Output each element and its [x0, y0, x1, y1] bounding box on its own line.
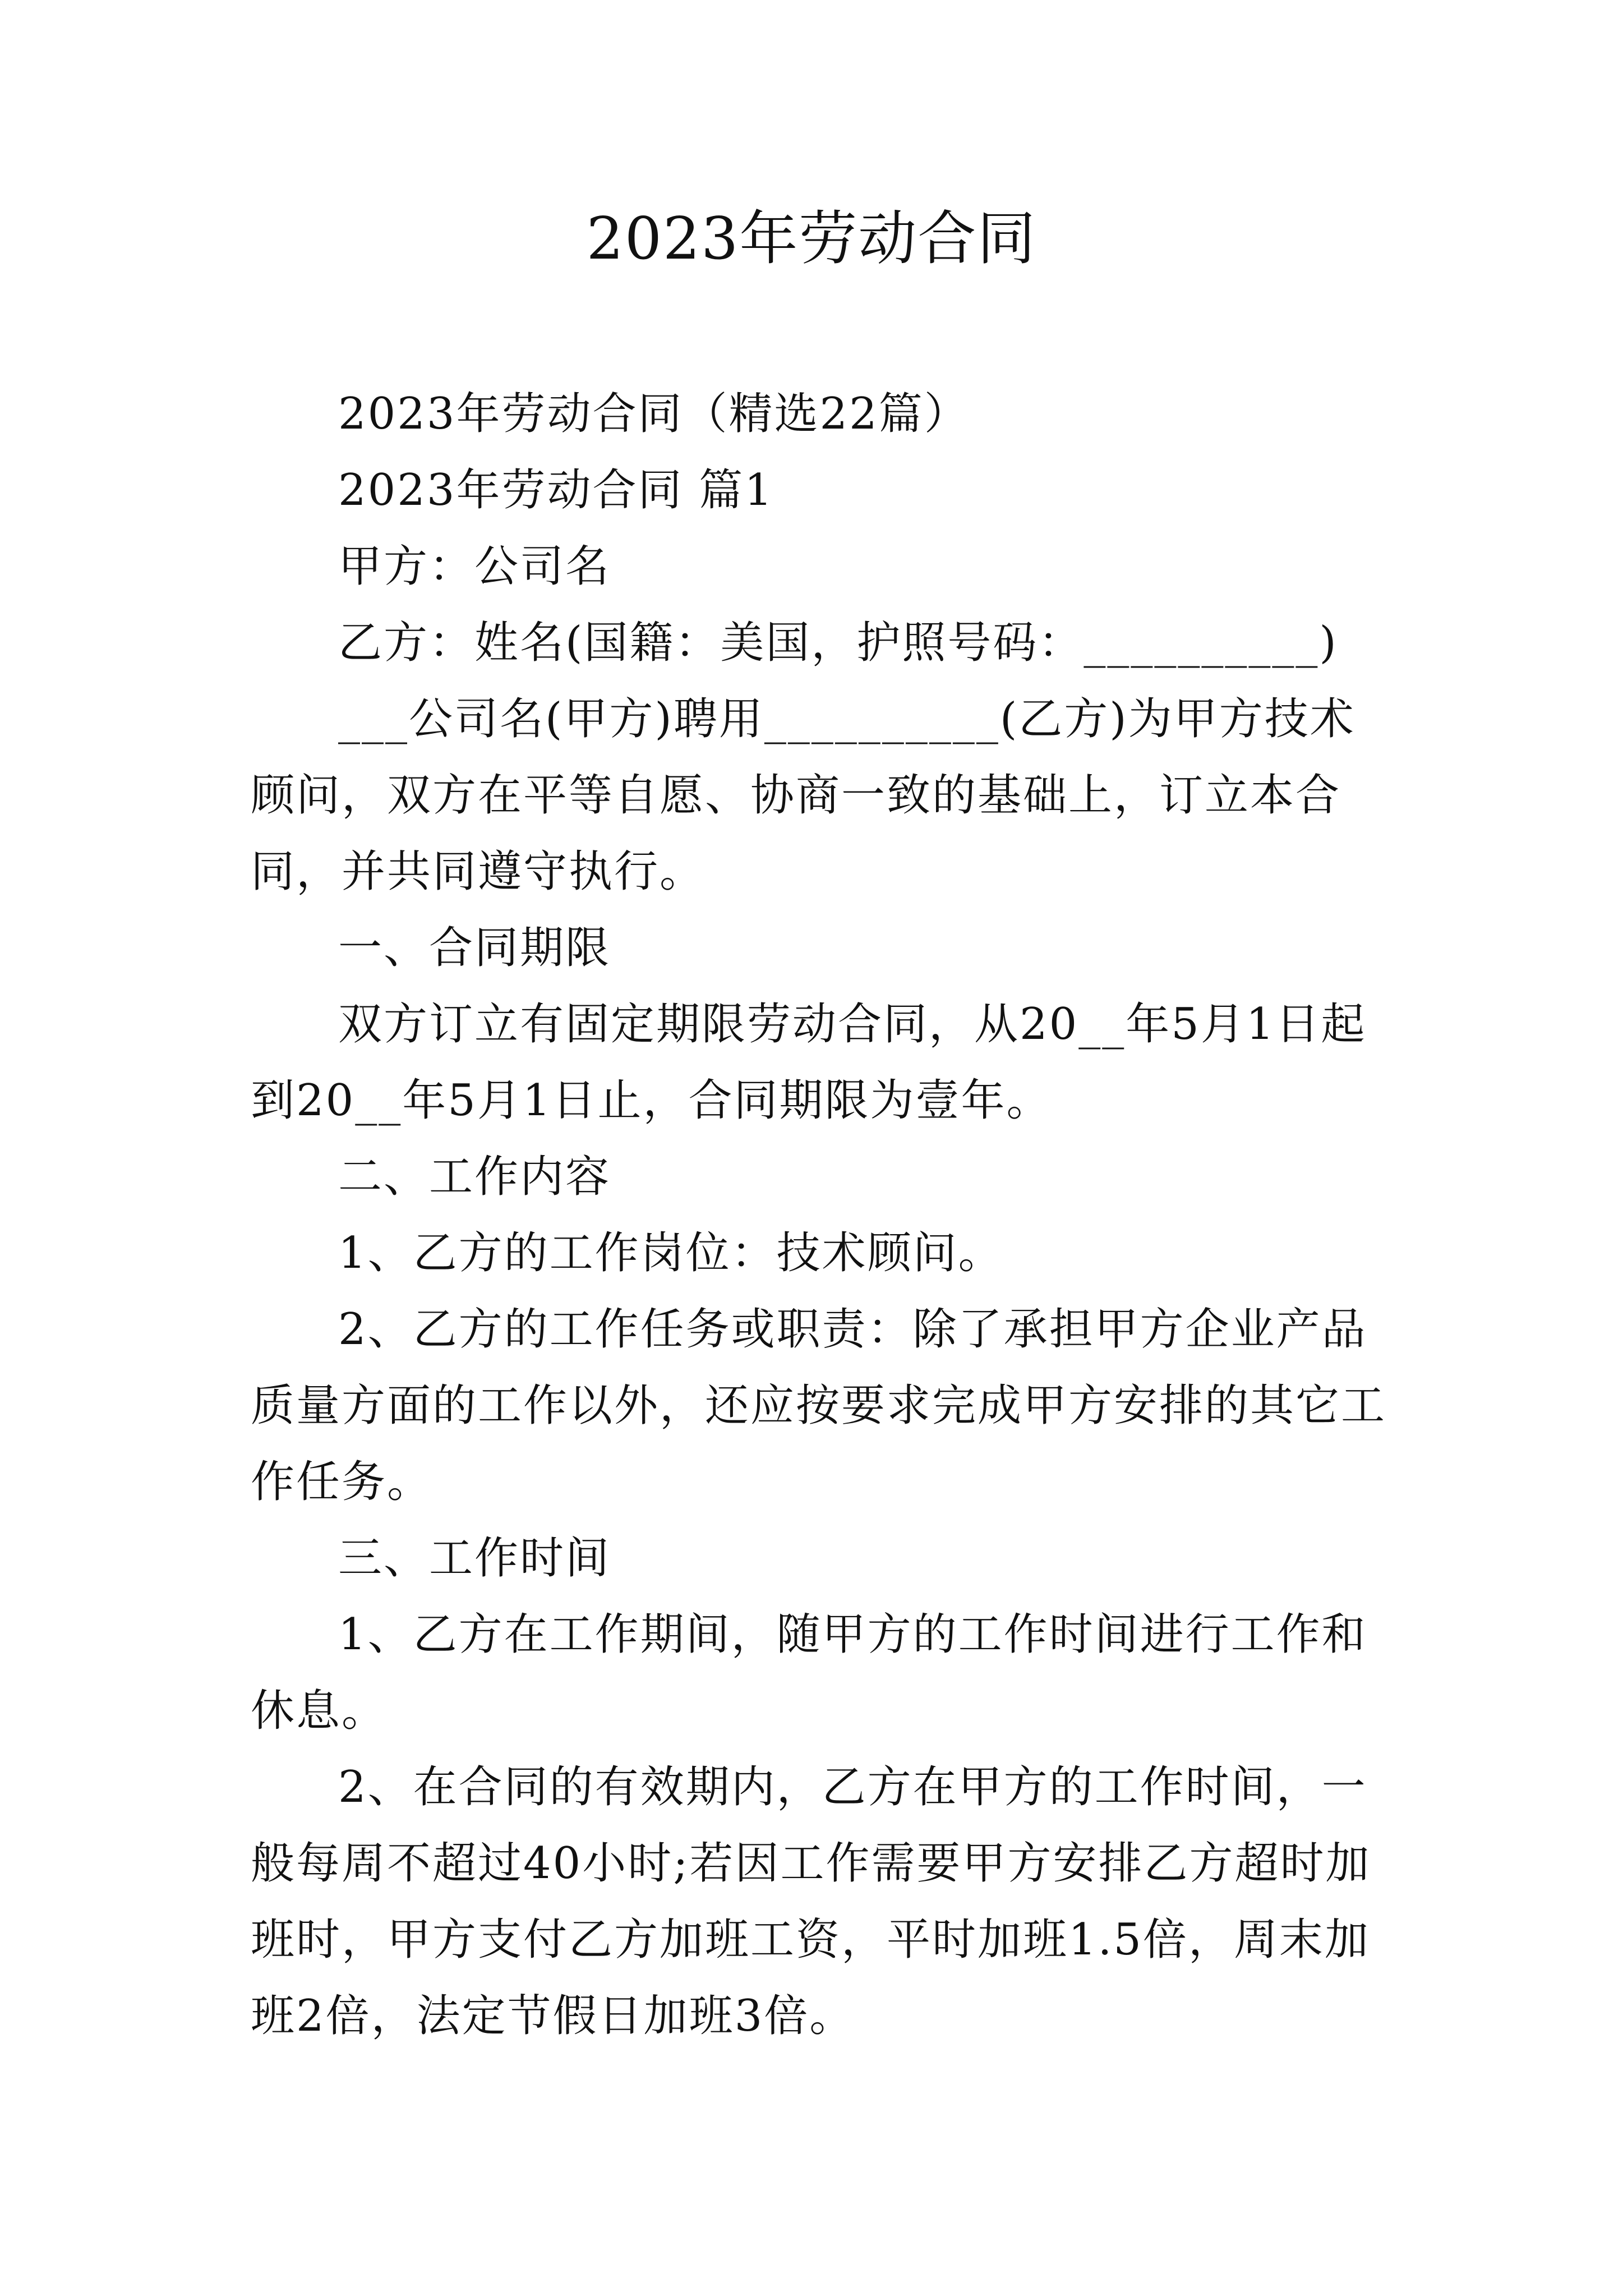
work-schedule-paragraph: 1、乙方在工作期间，随甲方的工作时间进行工作和休息。 [251, 1609, 1367, 1736]
clause-heading-work-content: 二、工作内容 [338, 1152, 611, 1202]
document-body [251, 376, 1395, 2054]
term-paragraph: 双方订立有固定期限劳动合同，从20__年5月1日起到20__年5月1日止，合同期限为壹年。 [251, 999, 1367, 1126]
work-position-paragraph: 1、乙方的工作岗位：技术顾问。 [338, 1228, 1004, 1278]
contract-intro-paragraph: ___公司名(甲方)聘用__________(乙方)为甲方技术顾问，双方在平等自愿、协商一致的基础上，订立本合同，并共同遵守执行。 [251, 694, 1355, 897]
work-duties-paragraph: 2、乙方的工作任务或职责：除了承担甲方企业产品质量方面的工作以外，还应按要求完成甲方安排的其它工作任务。 [251, 1304, 1387, 1507]
party-b-line: 乙方：姓名(国籍：美国，护照号码：__________) [338, 618, 1338, 668]
overtime-paragraph: 2、在合同的有效期内，乙方在甲方的工作时间，一般每周不超过40小时;若因工作需要甲方安排乙方超时加班时，甲方支付乙方加班工资，平时加班1.5倍，周末加班2倍，法定节假日加班3倍。 [251, 1762, 1371, 2041]
subtitle-line: 2023年劳动合同（精选22篇） [338, 389, 970, 439]
clause-heading-work-time: 三、工作时间 [338, 1533, 611, 1584]
document-title: 2023年劳动合同 [586, 204, 1037, 273]
section-heading-part-1: 2023年劳动合同 篇1 [338, 465, 774, 516]
clause-heading-term: 一、合同期限 [338, 923, 611, 973]
party-a-line: 甲方：公司名 [338, 541, 611, 592]
